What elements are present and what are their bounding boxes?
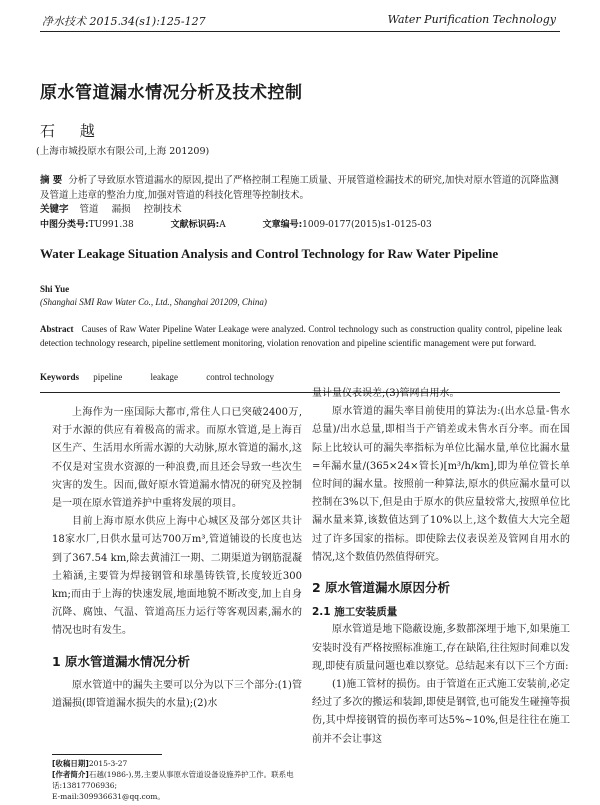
author-email: E-mail:309936631@qq.com。 [52,792,165,801]
keyword-cn: 控制技术 [143,204,182,215]
abstract-cn-text: 分析了导致原水管道漏水的原因,提出了严格控制工程施工质量、开展管道检漏技术的研究,加快对原水管道的沉降监测及管道上违章的整治力度,加强对管道的科技化管理等控制技术。 [40,175,559,201]
clc-number: TU991.38 [88,220,134,230]
body-paragraph: 原水管道的漏失率目前使用的算法为:(出水总量-售水总量)/出水总量,即相当于产销差或未售水百分率。而在国际上比较认可的漏失率指标为单位比漏水量,单位比漏水量=年漏水量/(365×24×管长)[m³/h/km],即为单位管长单位时间的漏水量。按照前一种算法,原水的供应漏水量可以控制在3%以下,但是由于原水的供应量较常大,按照单位比漏水量来算,该数值达到了10%以上,这个数值大大完全超过了许多国家的指标。即使除去仪表误差及管网自用水的情况,这个数值仍然值得研究。 [312,406,570,563]
doc-code-label: 文献标识码: [170,220,220,230]
footnote-rule [52,754,162,755]
abstract-cn [40,173,562,203]
keywords-cn [40,201,192,215]
author-name: 石 越 [40,122,105,140]
keywords-cn-label: 关键字 [40,204,69,215]
author-affiliation: (上海市城投原水有限公司,上海 201209) [36,146,210,157]
classification-ids [40,217,560,230]
author-bio: 石越(1986-),男,主要从事原水管道设备设施养护工作。联系电话:13817706936; [52,770,294,790]
body-paragraph: 原水管道中的漏失主要可以分为以下三个部分:(1)管道漏损(即管道漏水损失的水量);(2)水 [52,679,302,710]
body-paragraph: 上海作为一座国际大都市,常住人口已突破2400万,对于水源的供应有着极高的需求。而原水管道,是上海百区生产、生活用水所需水源的大动脉,原水管道的漏水,这不仅是对宝贵水资源的一种浪费,而且还会导致一些次生灾害的发生。因而,做好原水管道漏水情况的研究及控制是一项在原水管道养护中重将发展的项目。 [52,407,302,510]
abstract-cn-label: 摘 要 [40,175,63,186]
footnote [52,758,302,802]
received-date: 2015-3-27 [88,759,128,768]
subsection-heading: 2.1 施工安装质量 [312,606,398,619]
paper-title-en: Water Leakage Situation Analysis and Control Technology for Raw Water Pipeline [40,246,499,261]
author-bio-label: [作者简介] [52,770,89,779]
abstract-en-text: Causes of Raw Water Pipeline Water Leakage were analyzed. Control technology such as construction quality control, pipeline leak detection technology research, pipeline settlement monitoring, violation renovation and pipeline scientific management were put forward. [40,324,562,348]
abstract-en-label: Abstract [40,324,74,334]
section-heading: 2 原水管道漏水原因分析 [312,580,451,596]
clc-label: 中图分类号: [40,220,89,230]
section-heading: 1 原水管道漏水情况分析 [52,653,191,669]
body-paragraph: 目前上海市原水供应上海中心城区及部分郊区共计18家水厂,日供水量可达700万m³,管道铺设的长度也达到了367.54 km,除去黄浦江一期、二期渠道为钢筋混凝土箱涵,主要管为焊接钢管和球墨铸铁管,长度较近300 km;而由于上海的快速发展,地面地貌不断改变,加上自身沉降、腐蚀、气温、管道高压力运行等客观因素,漏水的情况也时有发生。 [52,516,302,637]
body-paragraph: (1)施工管材的损伤。由于管道在正式施工安装前,必定经过了多次的搬运和装卸,即使是钢管,也可能发生碰撞等损伤,其中焊接钢管的损伤率可达5%~10%,但是往往在施工前并不会让事这 [312,679,570,745]
running-header [40,10,560,32]
received-date-label: [收稿日期] [52,759,89,768]
article-number: 1009-0177(2015)s1-0125-03 [302,220,432,230]
article-number-label: 文章编号: [262,220,303,230]
body-paragraph: 原水管道是地下隐蔽设施,多数都深埋于地下,如果施工安装时没有严格按照标准施工,存在缺陷,往往短时间难以发现,即使有质量问题也难以察觉。总结起来有以下三个方面: [312,624,570,672]
journal-name-en: Water Purification Technology [387,13,556,26]
author-affiliation-en: (Shanghai SMI Raw Water Co., Ltd., Shanghai 201209, China) [40,297,267,307]
keyword-en: leakage [150,372,178,382]
body-paragraph: 量计量仪表误差;(3)管网自用水。 [312,388,460,399]
keyword-en: control technology [206,372,274,382]
keyword-en: pipeline [93,372,123,382]
keyword-cn: 管道 [79,204,99,215]
author-name-en: Shi Yue [40,284,70,294]
keywords-en [40,372,300,382]
keywords-en-label: Keywords [40,372,79,382]
abstract-en [40,323,562,350]
journal-citation: 净水技术 2015.34(s1):125-127 [42,15,206,28]
paper-title: 原水管道漏水情况分析及技术控制 [40,83,303,103]
doc-code: A [219,220,226,230]
body-column-left [52,404,302,713]
keyword-cn: 漏损 [111,204,131,215]
body-column-right [312,385,570,749]
